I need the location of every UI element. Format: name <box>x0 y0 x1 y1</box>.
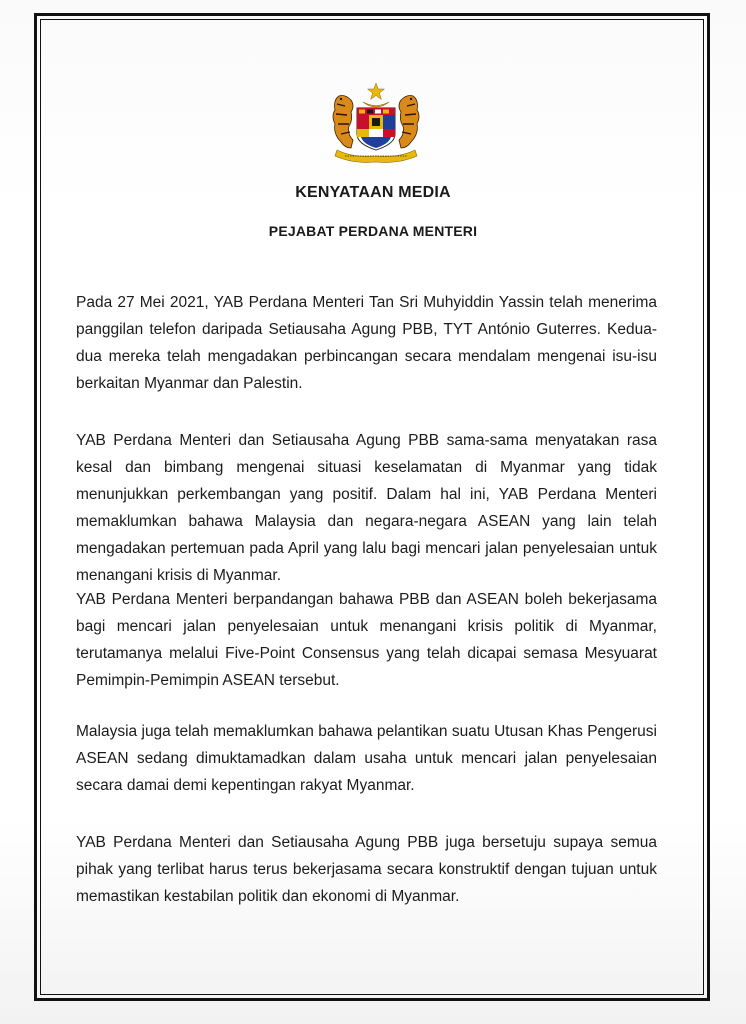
coat-of-arms-icon <box>323 82 429 164</box>
crest-shield <box>357 108 395 150</box>
paragraph-3: YAB Perdana Menteri berpandangan bahawa PBB dan ASEAN boleh bekerjasama bagi mencari jalan penyelesaian untuk menangani krisis politik di Myanmar, terutamanya melalui Five-Point Consensus yang telah dicapai semasa Mesyuarat Pemimpin-Pemimpin ASEAN tersebut. <box>76 591 657 689</box>
crest-tiger-left <box>333 96 353 149</box>
crest-star <box>368 83 385 100</box>
paragraph-1: Pada 27 Mei 2021, YAB Perdana Menteri Tan Sri Muhyiddin Yassin telah menerima panggilan telefon daripada Setiausaha Agung PBB, TYT António Guterres. Kedua-dua mereka telah mengadakan perbincangan secara mendalam mengenai isu-isu berkaitan Myanmar dan Palestin. <box>76 294 657 392</box>
paragraph-2: YAB Perdana Menteri dan Setiausaha Agung PBB sama-sama menyatakan rasa kesal dan bimbang mengenai situasi keselamatan di Myanmar yang tidak menunjukkan perkembangan yang positif. Dalam hal ini, YAB Perdana Menteri memaklumkan bahawa Malaysia dan negara-negara ASEAN yang lain telah mengadakan pertemuan pada April yang lalu bagi mencari jalan penyelesaian untuk menangani krisis di Myanmar. <box>76 432 657 584</box>
document-title: KENYATAAN MEDIA <box>295 184 451 201</box>
document-subtitle: PEJABAT PERDANA MENTERI <box>268 223 478 239</box>
crest-tiger-right <box>399 96 419 149</box>
crest-crescent <box>363 102 389 107</box>
paragraph-5: YAB Perdana Menteri dan Setiausaha Agung PBB juga bersetuju supaya semua pihak yang terlibat harus terus bekerjasama secara konstruktif dengan tujuan untuk memastikan kestabilan politik dan ekonomi di Myanmar. <box>76 834 657 905</box>
crest-motto-scroll <box>335 150 417 162</box>
paragraph-4: Malaysia juga telah memaklumkan bahawa pelantikan suatu Utusan Khas Pengerusi ASEAN sedang dimuktamadkan dalam usaha untuk mencari jalan penyelesaian secara damai demi kepentingan rakyat Myanmar. <box>76 723 657 794</box>
